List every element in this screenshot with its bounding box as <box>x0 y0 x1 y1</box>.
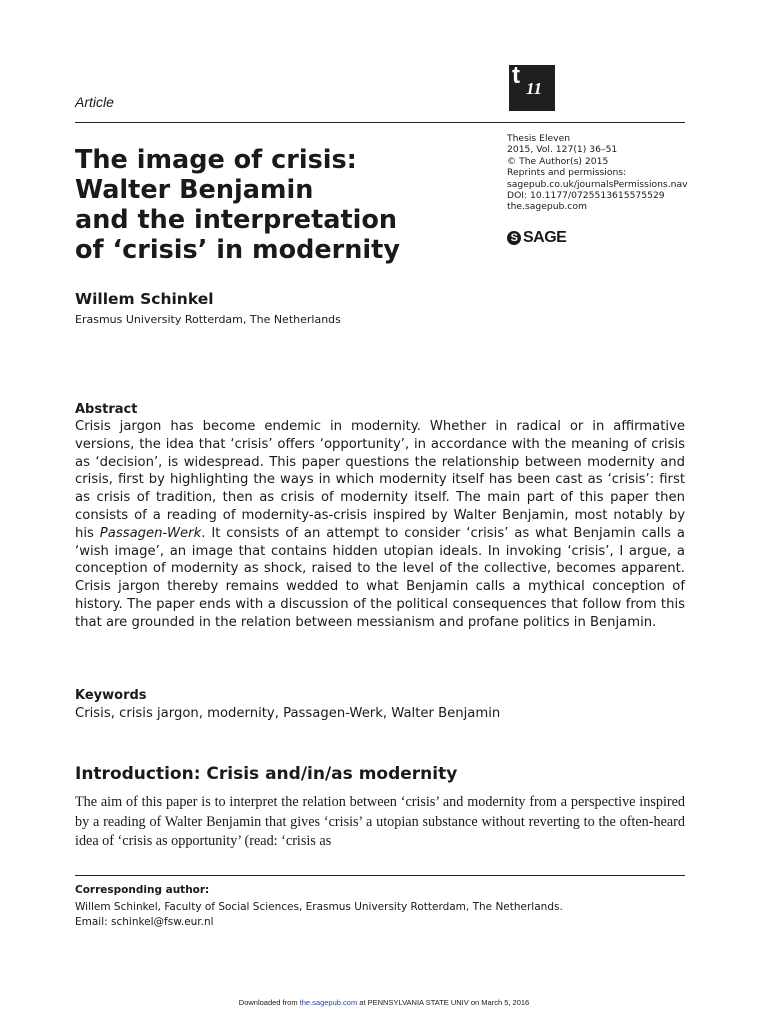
author-affiliation: Erasmus University Rotterdam, The Netherlands <box>75 313 341 326</box>
title-line: Walter Benjamin <box>75 175 314 205</box>
title-line: and the interpretation <box>75 205 398 235</box>
author-name: Willem Schinkel <box>75 290 214 308</box>
footer-suffix: at PENNSYLVANIA STATE UNIV on March 5, 2016 <box>357 998 530 1007</box>
keywords-heading: Keywords <box>75 688 147 703</box>
corresponding-author-address: Willem Schinkel, Faculty of Social Sciences, Erasmus University Rotterdam, The Netherlands. <box>75 901 563 913</box>
header-divider <box>75 122 685 123</box>
sage-logo-text: SAGE <box>523 229 567 246</box>
introduction-paragraph: The aim of this paper is to interpret the relation between ‘crisis’ and modernity from a perspective inspired by a reading of Walter Benjamin that gives ‘crisis’ a utopian substance without reverting to the often-heard idea of ‘crisis as opportunity’ (read: ‘crisis as <box>75 794 685 849</box>
footnote-divider <box>75 875 685 876</box>
journal-site-link[interactable]: the.sagepub.com <box>507 201 587 213</box>
paper-title <box>75 145 495 265</box>
abstract-italic-title: Passagen-Werk <box>99 525 202 541</box>
abstract-text-part: Crisis jargon has become endemic in modernity. Whether in radical or in affirmative versions, the idea that ‘crisis’ offers ‘opportunity’, in accordance with the meaning of crisis as ‘decision’, is widespread. This paper questions the relationship between modernity and crisis, first by highlighting the ways in which modernity itself has been cast as ‘crisis’: first as crisis of tradition, then as crisis of modernity itself. The main part of this paper then consists of a reading of modernity-as-crisis inspired by Walter Benjamin, most notably by his <box>75 419 685 541</box>
keywords-list: Crisis, crisis jargon, modernity, Passagen-Werk, Walter Benjamin <box>75 706 501 721</box>
copyright: © The Author(s) 2015 <box>507 155 609 167</box>
journal-logo-number: 11 <box>526 79 543 98</box>
reprints-label: Reprints and permissions: <box>507 167 627 179</box>
journal-volume: 2015, Vol. 127(1) 36–51 <box>507 144 618 156</box>
doi[interactable]: DOI: 10.1177/0725513615575529 <box>507 190 665 202</box>
footer-link[interactable]: the.sagepub.com <box>299 998 358 1007</box>
abstract-text-part: . It consists of an attempt to consider ‘crisis’ as what Benjamin calls a ‘wish image’, an image that contains hidden utopian ideals. In invoking ‘crisis’, I argue, a conception of modernity as shock, raised to the level of the collective, becomes apparent. Crisis jargon thereby remains wedded to what Benjamin calls a mythical conception of history. The paper ends with a discussion of the political consequences that follow from this that are grounded in the relation between messianism and profane politics in Benjamin. <box>75 525 685 630</box>
journal-name: Thesis Eleven <box>507 133 571 144</box>
corresponding-author-heading: Corresponding author: <box>75 884 210 896</box>
sage-logo <box>507 229 566 247</box>
section-heading-introduction: Introduction: Crisis and/in/as modernity <box>75 764 458 784</box>
journal-metadata <box>507 133 707 213</box>
permissions-link[interactable]: sagepub.co.uk/journalsPermissions.nav <box>507 178 688 190</box>
corresponding-author-email[interactable]: Email: schinkel@fsw.eur.nl <box>75 916 214 928</box>
abstract-heading: Abstract <box>75 402 138 417</box>
journal-logo <box>509 62 555 111</box>
download-footer <box>0 998 768 1007</box>
article-type-label: Article <box>75 94 114 110</box>
sage-logo-icon: S <box>507 231 521 245</box>
title-line: of ‘crisis’ in modernity <box>75 235 400 265</box>
title-line: The image of crisis: <box>75 145 357 175</box>
footer-prefix: Downloaded from <box>238 998 300 1007</box>
abstract-text <box>75 418 685 632</box>
journal-logo-letter: t <box>512 62 520 89</box>
